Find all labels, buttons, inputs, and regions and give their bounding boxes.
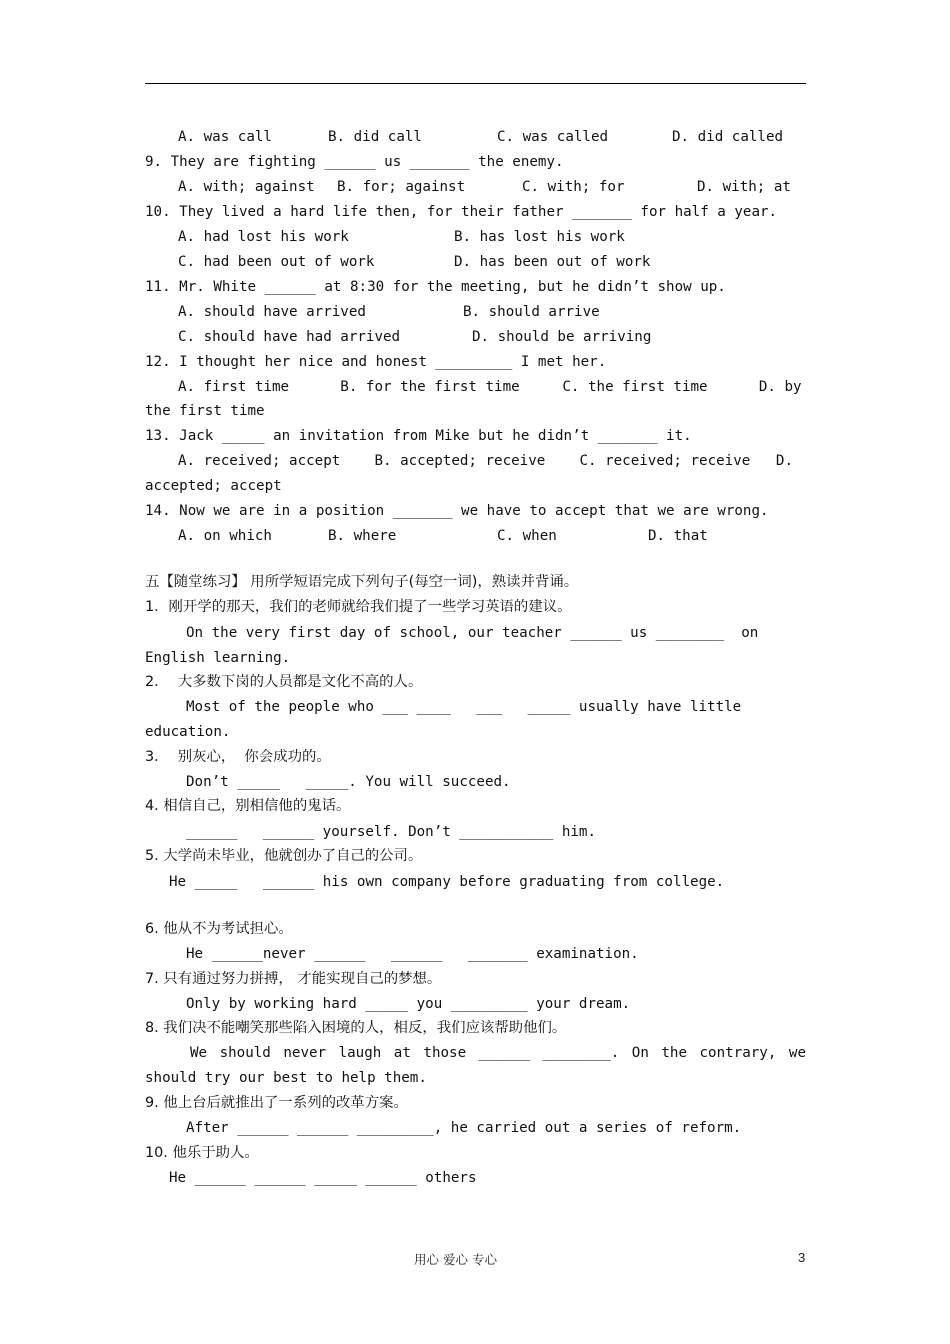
question-14: 14. Now we are in a position _______ we have to accept that we are wrong.: [145, 503, 769, 519]
exercise-6-chinese: 6. 他从不为考试担心。: [145, 921, 293, 937]
page-footer: 用心 爱心 专心: [414, 1252, 497, 1267]
exercise-9-chinese: 9. 他上台后就推出了一系列的改革方案。: [145, 1095, 408, 1111]
q10-option-d: D. has been out of work: [454, 254, 651, 270]
question-12: 12. I thought her nice and honest _________ I met her.: [145, 354, 607, 370]
q14-option-b: B. where: [328, 528, 397, 544]
q11-option-c: C. should have had arrived: [178, 329, 401, 345]
q9-option-d: D. with; at: [697, 179, 791, 195]
page-number: 3: [798, 1250, 806, 1265]
q10-option-c: C. had been out of work: [178, 254, 375, 270]
q8-option-d: D. did called: [672, 129, 784, 145]
q9-option-c: C. with; for: [522, 179, 625, 195]
header-rule: [145, 83, 806, 84]
exercise-8-english: We should never laugh at those ______ ________. On the contrary, we: [190, 1045, 806, 1061]
q9-option-a: A. with; against: [178, 179, 315, 195]
q14-option-d: D. that: [648, 528, 708, 544]
exercise-8-english-continued: should try our best to help them.: [145, 1070, 427, 1086]
exercise-1-chinese: 1．刚开学的那天，我们的老师就给我们提了一些学习英语的建议。: [145, 599, 572, 615]
q13-options: A. received; accept B. accepted; receive C. received; receive D.: [178, 453, 793, 469]
exercise-4-chinese: 4. 相信自己，别相信他的鬼话。: [145, 798, 351, 814]
q9-option-b: B. for; against: [337, 179, 466, 195]
q14-option-a: A. on which: [178, 528, 272, 544]
exercise-10-english: He ______ ______ _____ ______ others: [169, 1170, 477, 1186]
q8-option-c: C. was called: [497, 129, 609, 145]
exercise-9-english: After ______ ______ _________, he carried out a series of reform.: [186, 1120, 742, 1136]
exercise-3-chinese: 3． 别灰心， 你会成功的。: [145, 749, 331, 765]
section-5-title: 五【随堂练习】 用所学短语完成下列句子(每空一词)，熟读并背诵。: [145, 574, 579, 590]
exercise-2-chinese: 2． 大多数下岗的人员都是文化不高的人。: [145, 674, 423, 690]
question-10: 10. They lived a hard life then, for their father _______ for half a year.: [145, 204, 778, 220]
exercise-10-chinese: 10. 他乐于助人。: [145, 1145, 259, 1161]
q12-options-continued: the first time: [145, 403, 265, 419]
exercise-8-chinese: 8. 我们决不能嘲笑那些陷入困境的人，相反，我们应该帮助他们。: [145, 1020, 567, 1036]
question-13: 13. Jack _____ an invitation from Mike but he didn’t _______ it.: [145, 428, 692, 444]
exercise-4-english: ______ ______ yourself. Don’t ___________ him.: [186, 824, 596, 840]
exercise-2-english-continued: education.: [145, 724, 231, 740]
q11-option-b: B. should arrive: [463, 304, 600, 320]
q11-option-d: D. should be arriving: [472, 329, 652, 345]
q12-options: A. first time B. for the first time C. the first time D. by: [178, 379, 802, 395]
q8-option-b: B. did call: [328, 129, 422, 145]
exercise-5-chinese: 5. 大学尚未毕业，他就创办了自己的公司。: [145, 848, 423, 864]
q10-option-b: B. has lost his work: [454, 229, 625, 245]
q11-option-a: A. should have arrived: [178, 304, 366, 320]
exercise-7-english: Only by working hard _____ you _________ your dream.: [186, 996, 631, 1012]
q14-option-c: C. when: [497, 528, 557, 544]
q13-options-continued: accepted; accept: [145, 478, 282, 494]
q8-option-a: A. was call: [178, 129, 272, 145]
question-11: 11. Mr. White ______ at 8:30 for the meeting, but he didn’t show up.: [145, 279, 726, 295]
q10-option-a: A. had lost his work: [178, 229, 349, 245]
exercise-1-english: On the very first day of school, our teacher ______ us ________ on: [186, 625, 759, 641]
exercise-5-english: He _____ ______ his own company before graduating from college.: [169, 874, 725, 890]
question-9: 9. They are fighting ______ us _______ the enemy.: [145, 154, 564, 170]
exercise-2-english: Most of the people who ___ ____ ___ _____ usually have little: [186, 699, 742, 715]
exercise-7-chinese: 7. 只有通过努力拼搏， 才能实现自己的梦想。: [145, 971, 442, 987]
exercise-6-english: He ______never ______ ______ _______ examination.: [186, 946, 639, 962]
exercise-1-english-continued: English learning.: [145, 650, 291, 666]
exercise-3-english: Don’t _____ _____. You will succeed.: [186, 774, 511, 790]
